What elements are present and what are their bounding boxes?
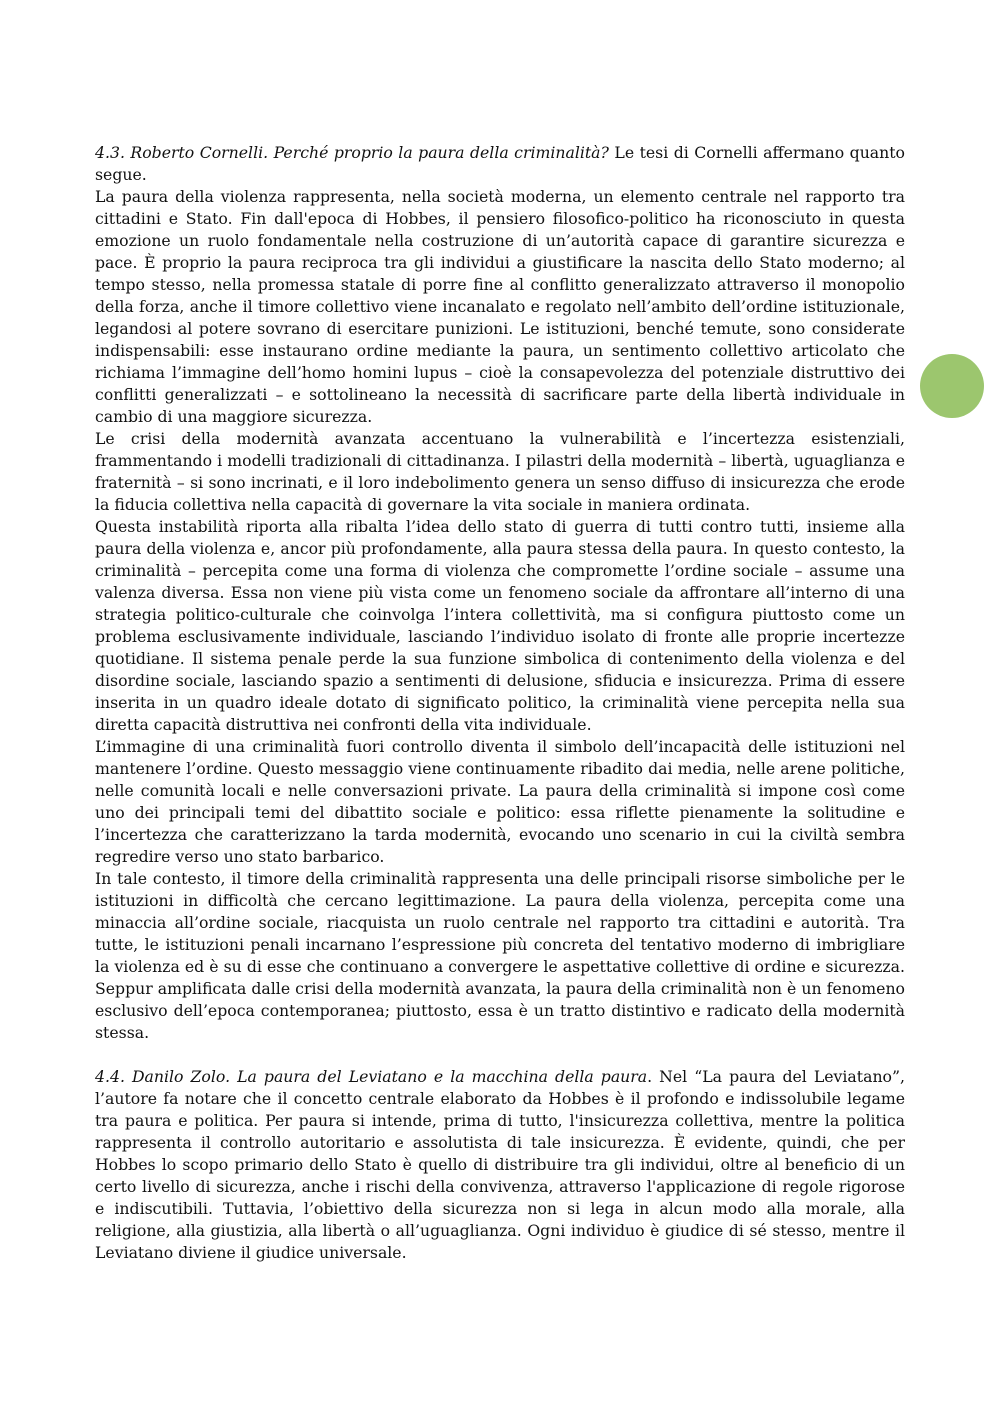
section-4-3-heading: 4.3. Roberto Cornelli. Perché proprio la paura della criminalità? (95, 143, 609, 162)
body-paragraph: Le crisi della modernità avanzata accentuano la vulnerabilità e l’incertezza esistenziali, frammentando i modelli tradizionali di cittadinanza. I pilastri della modernità – libertà, uguaglianza e fraternità – si sono incrinati, e il loro indebolimento genera un senso diffuso di insicurezza che erode la fiducia collettiva nella capacità di governare la vita sociale in maniera ordinata. (95, 429, 905, 514)
section-4-4-paragraph (95, 1066, 905, 1264)
section-4-4-heading: 4.4. Danilo Zolo. La paura del Leviatano e la macchina della paura (95, 1067, 648, 1086)
section-4-3-intro (95, 142, 905, 186)
body-paragraph: In tale contesto, il timore della criminalità rappresenta una delle principali risorse simboliche per le istituzioni in difficoltà che cercano legittimazione. La paura della violenza, percepita come una minaccia all’ordine sociale, riacquista un ruolo centrale nel rapporto tra cittadini e autorità. Tra tutte, le istituzioni penali incarnano l’espressione più concreta del tentativo moderno di imbrigliare la violenza ed è su di esse che continuano a convergere le aspettative collettive di ordine e sicurezza. Seppur amplificata dalle crisi della modernità avanzata, la paura della criminalità non è un fenomeno esclusivo dell’epoca contemporanea; piuttosto, essa è un tratto distintivo e radicato della modernità stessa. (95, 869, 905, 1042)
document-page (95, 142, 905, 1264)
body-paragraph: La paura della violenza rappresenta, nella società moderna, un elemento centrale nel rapporto tra cittadini e Stato. Fin dall'epoca di Hobbes, il pensiero filosofico-politico ha riconosciuto in questa emozione un ruolo fondamentale nella costruzione di un’autorità capace di garantire sicurezza e pace. È proprio la paura reciproca tra gli individui a giustificare la nascita dello Stato moderno; al tempo stesso, nella promessa statale di porre fine al conflitto generalizzato attraverso il monopolio della forza, anche il timore collettivo viene incanalato e regolato nell’ambito dell’ordine istituzionale, legandosi al potere sovrano di esercitare punizioni. Le istituzioni, benché temute, sono considerate indispensabili: esse instaurano ordine mediante la paura, un sentimento collettivo articolato che richiama l’immagine dell’homo homini lupus – cioè la consapevolezza del potenziale distruttivo dei conflitti generalizzati – e sottolineano la necessità di sacrificare parte della libertà individuale in cambio di una maggiore sicurezza. (95, 187, 905, 426)
body-paragraph: L’immagine di una criminalità fuori controllo diventa il simbolo dell’incapacità delle istituzioni nel mantenere l’ordine. Questo messaggio viene continuamente ribadito dai media, nelle arene politiche, nelle comunità locali e nelle conversazioni private. La paura della criminalità si impone così come uno dei principali temi del dibattito sociale e politico: essa riflette pienamente la solitudine e l’incertezza che caratterizzano la tarda modernità, evocando uno scenario in cui la civiltà sembra regredire verso uno stato barbarico. (95, 737, 905, 866)
green-circle-marker (920, 354, 984, 418)
section-4-3-lead: Le tesi di Cornelli affermano quanto segue. (95, 143, 906, 184)
section-spacer (95, 1044, 905, 1066)
body-paragraph: Questa instabilità riporta alla ribalta l’idea dello stato di guerra di tutti contro tutti, insieme alla paura della violenza e, ancor più profondamente, alla paura stessa della paura. In questo contesto, la criminalità – percepita come una forma di violenza che compromette l’ordine sociale – assume una valenza diversa. Essa non viene più vista come un fenomeno sociale da affrontare all’interno di una strategia politico-culturale che coinvolga l’intera collettività, ma si configura piuttosto come un problema esclusivamente individuale, lasciando l’individuo isolato di fronte alle proprie incertezze quotidiane. Il sistema penale perde la sua funzione simbolica di contenimento della violenza e del disordine sociale, lasciando spazio a sentimenti di delusione, sfiducia e insicurezza. Prima di essere inserita in un quadro ideale dotato di significato politico, la criminalità viene percepita nella sua diretta capacità distruttiva nei confronti della vita individuale. (95, 517, 905, 734)
section-4-4-text: . Nel “La paura del Leviatano”, l’autore fa notare che il concetto centrale elaborato da Hobbes è il profondo e indissolubile legame tra paura e politica. Per paura si intende, prima di tutto, l'insicurezza collettiva, mentre la politica rappresenta il controllo autoritario e assolutista di tale insicurezza. È evidente, quindi, che per Hobbes lo scopo primario dello Stato è quello di distribuire tra gli individui, oltre al beneficio di un certo livello di sicurezza, anche i rischi della convivenza, attraverso l'applicazione di regole rigorose e indiscutibili. Tuttavia, l’obiettivo della sicurezza non si lega in alcun modo alla morale, alla religione, alla giustizia, alla libertà o all’uguaglianza. Ogni individuo è giudice di sé stesso, mentre il Leviatano diviene il giudice universale. (95, 1067, 905, 1262)
